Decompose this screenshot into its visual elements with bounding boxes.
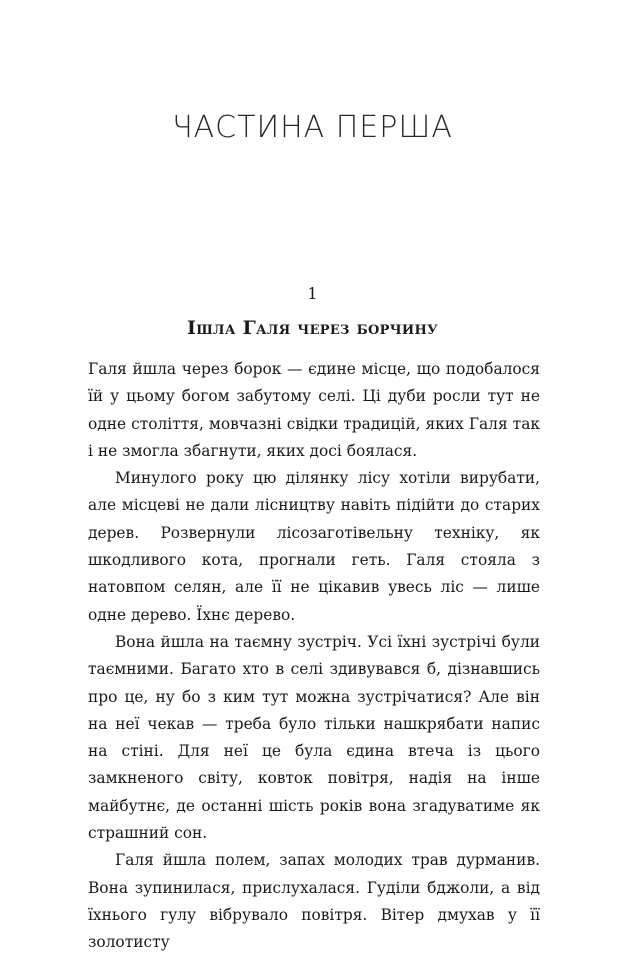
paragraph: Минулого року цю ділянку лісу хотіли вирубати, але місцеві не дали лісництву навіть підійти до старих дерев. Розвернули лісозаготівельну техніку, як шкодливого кота, прогнали геть. Галя стояла з натовпом селян, але її не цікавив увесь ліс — лише одне дерево. Їхнє дерево. [88,469,540,624]
paragraph: Галя йшла через борок — єдине місце, що подобалося їй у цьому богом забутому селі. Ці дуби росли тут не одне століття, мовчазні свідки традицій, яких Галя так і не змогла збагнути, яких досі боялася. [88,360,540,460]
chapter-number: 1 [307,284,318,303]
chapter-body [88,356,540,957]
chapter-title: Ішла Галя через борчину [187,317,438,339]
paragraph: Вона йшла на таємну зустріч. Усі їхні зустрічі були таємними. Багато хто в селі здивувався б, дізнавшись про це, ну бо з ким тут можна зустрічатися? Але він на неї чекав — треба було тільки нашкрябати напис на стіні. Для неї це була єдина втеча із цього замкненого світу, ковток повітря, надія на інше майбутнє, де останні шість років вона згадуватиме як страшний сон. [88,632,540,843]
paragraph: Галя йшла полем, запах молодих трав дурманив. Вона зупинилася, прислухалася. Гуділи бджоли, а від їхнього гулу вібрувало повітря. Вітер дмухав у її золотисту [88,851,540,952]
part-title: ЧАСТИНА ПЕРША [172,110,453,145]
